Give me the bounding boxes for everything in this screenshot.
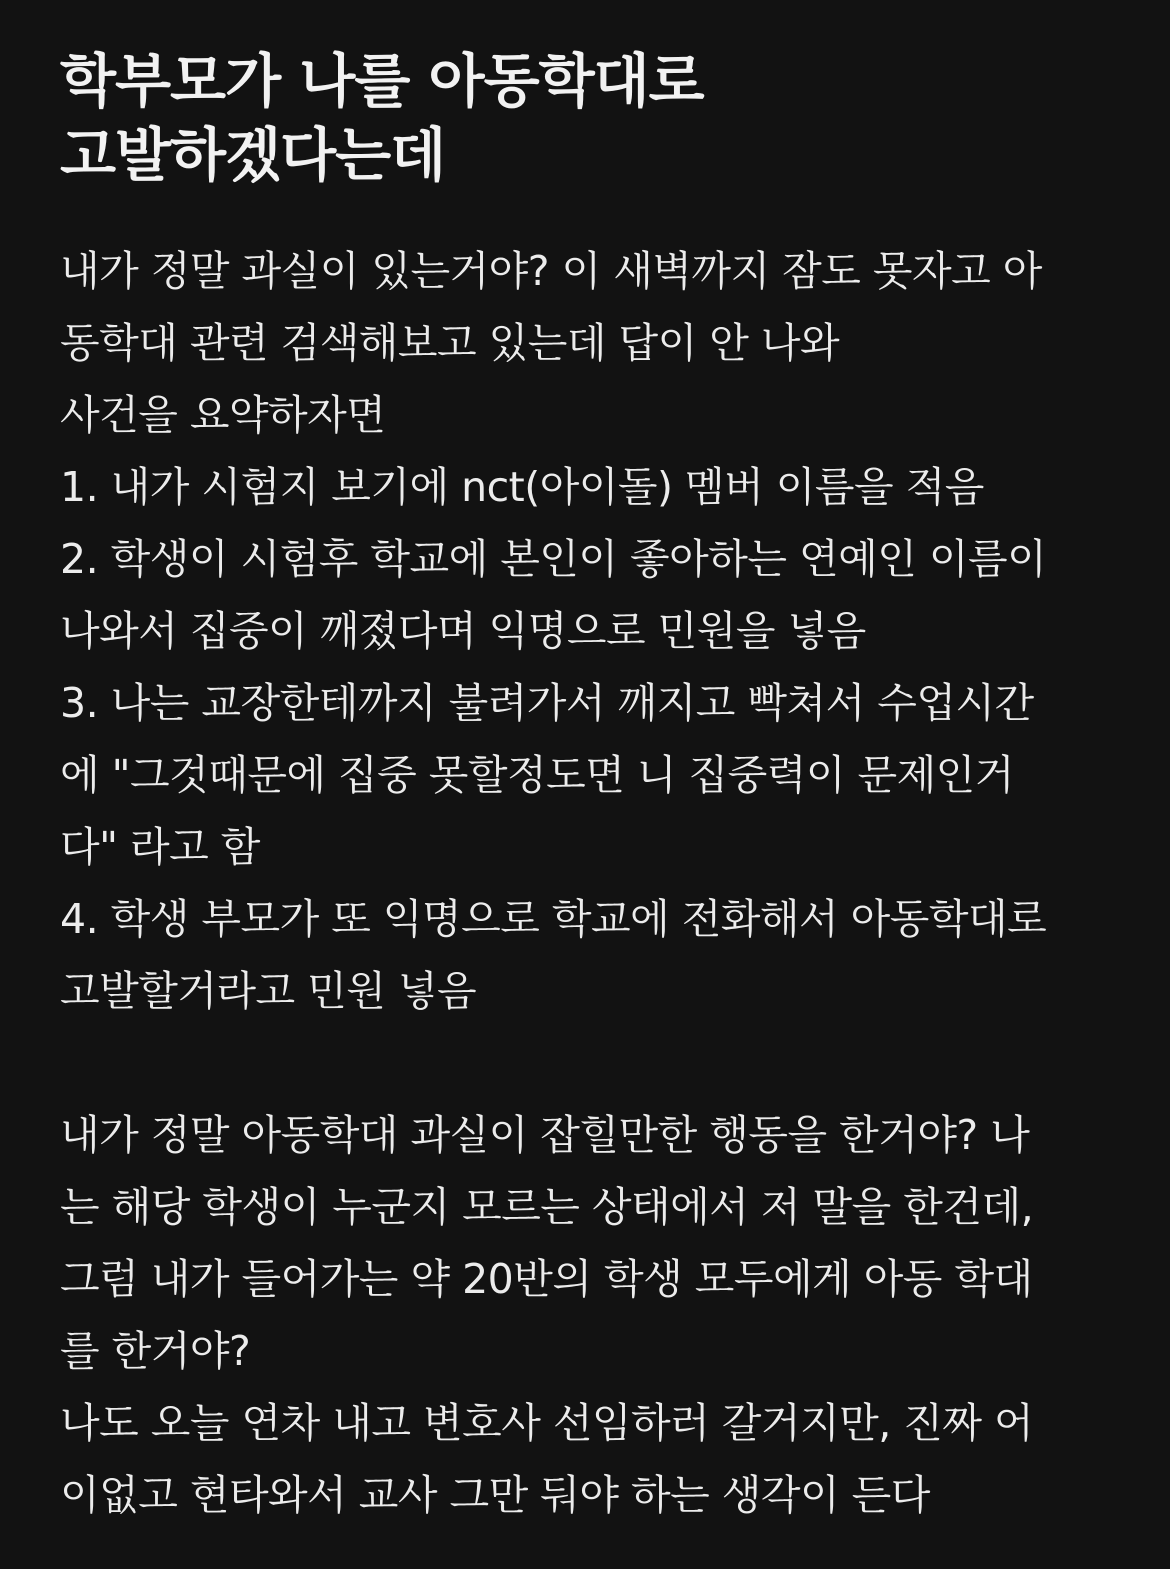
post-body-line: 1. 내가 시험지 보기에 nct(아이돌) 멤버 이름을 적음 <box>60 463 984 511</box>
post-body-line: 에 "그것때문에 집중 못할정도면 니 집중력이 문제인거 <box>60 751 1014 799</box>
post-body-line: 2. 학생이 시험후 학교에 본인이 좋아하는 연예인 이름이 <box>60 535 1047 583</box>
post-title-line: 학부모가 나를 아동학대로 <box>60 47 704 115</box>
post-body-line: 동학대 관련 검색해보고 있는데 답이 안 나와 <box>60 319 840 367</box>
post-body-line: 고발할거라고 민원 넣음 <box>60 967 477 1015</box>
post-body <box>60 235 1120 1531</box>
post-body-line: 다" 라고 함 <box>60 823 260 871</box>
post-body-line: 는 해당 학생이 누군지 모르는 상태에서 저 말을 한건데, <box>60 1183 1034 1231</box>
post-body-line: 4. 학생 부모가 또 익명으로 학교에 전화해서 아동학대로 <box>60 895 1047 943</box>
post-body-line: 나도 오늘 연차 내고 변호사 선임하러 갈거지만, 진짜 어 <box>60 1399 1034 1447</box>
post-body-line: 를 한거야? <box>60 1327 251 1375</box>
post-body-line: 내가 정말 과실이 있는거야? 이 새벽까지 잠도 못자고 아 <box>60 247 1042 295</box>
post-body-line: 이없고 현타와서 교사 그만 둬야 하는 생각이 든다 <box>60 1471 930 1519</box>
post-body-line: 3. 나는 교장한테까지 불려가서 깨지고 빡쳐서 수업시간 <box>60 679 1034 727</box>
post-body-line: 그럼 내가 들어가는 약 20반의 학생 모두에게 아동 학대 <box>60 1255 1033 1303</box>
post-title-line: 고발하겠다는데 <box>60 121 446 189</box>
paragraph-gap <box>60 1027 1120 1099</box>
post-body-line: 사건을 요약하자면 <box>60 391 386 439</box>
post-body-line: 나와서 집중이 깨졌다며 익명으로 민원을 넣음 <box>60 607 866 655</box>
post-body-line: 내가 정말 아동학대 과실이 잡힐만한 행동을 한거야? 나 <box>60 1111 1030 1159</box>
post-title <box>60 44 1110 192</box>
